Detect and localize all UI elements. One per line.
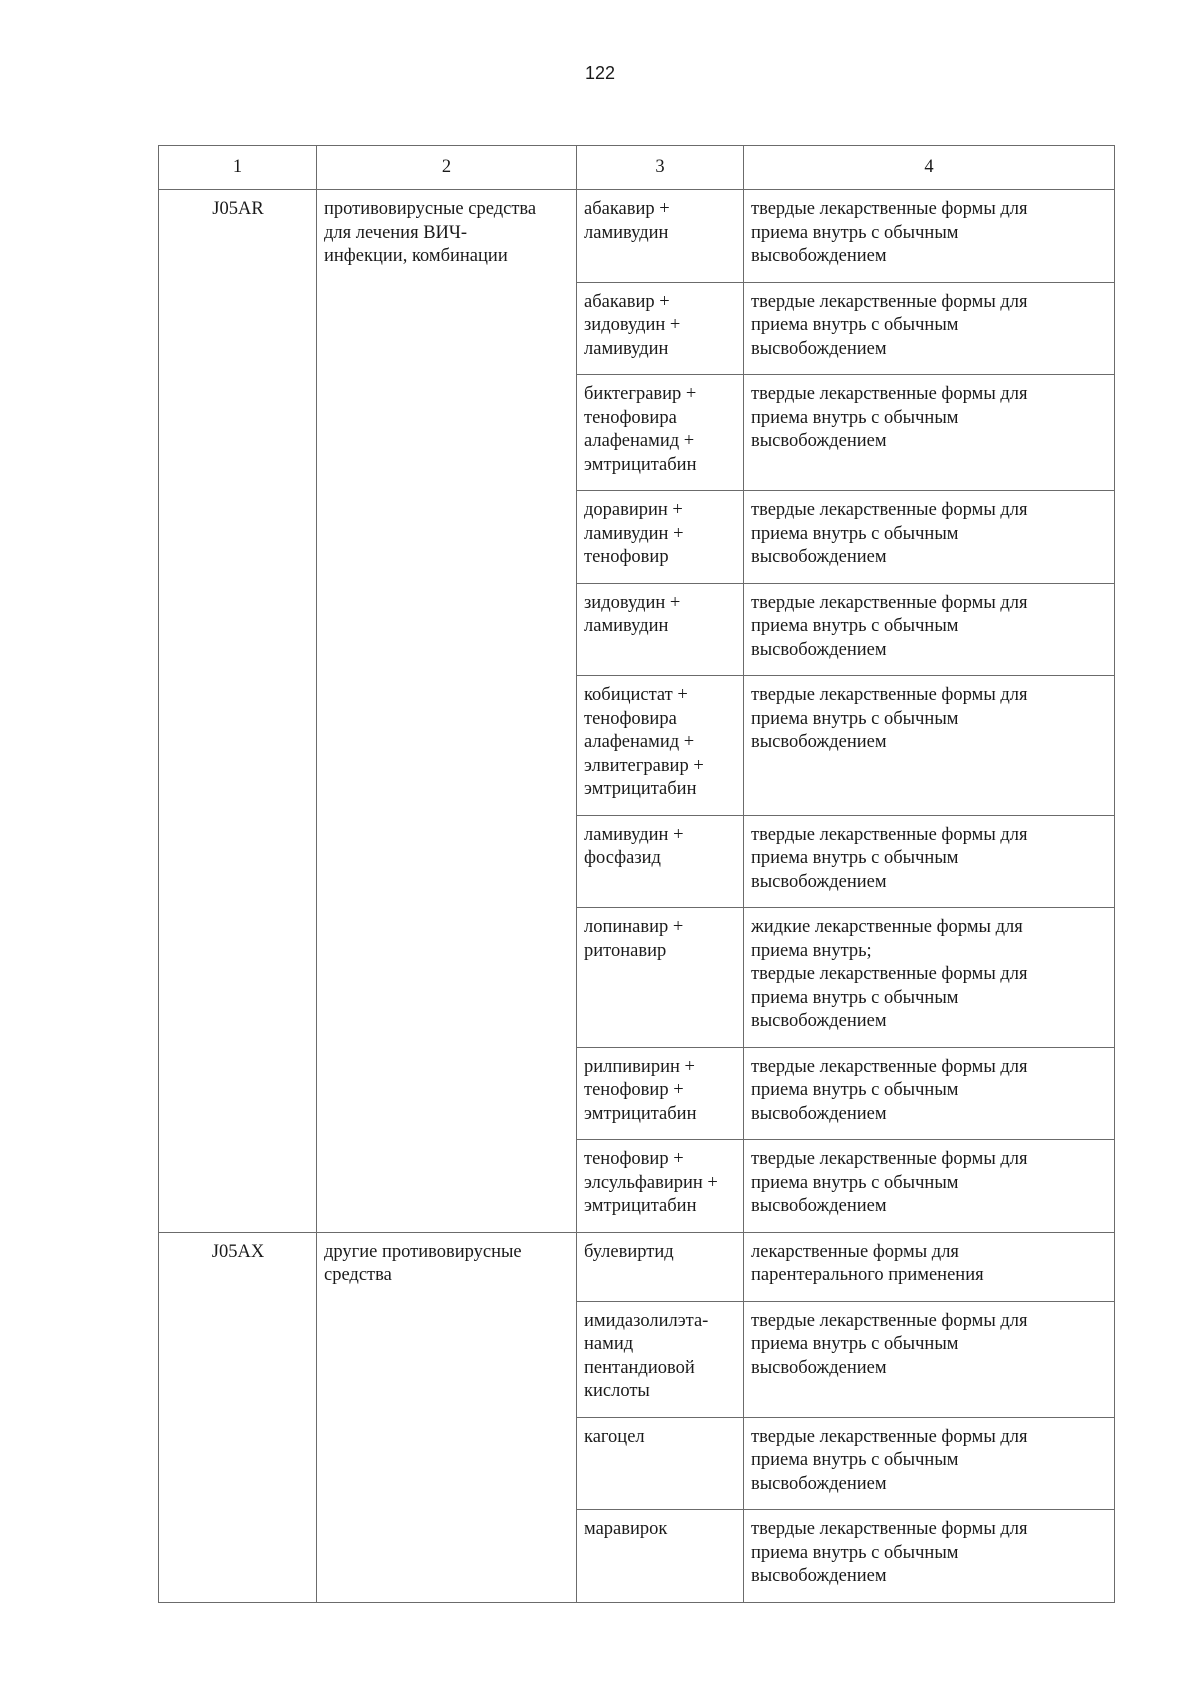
- page-number: 122: [584, 63, 616, 83]
- dosage-form-line: высвобождением: [751, 871, 887, 892]
- dosage-form-line: высвобождением: [751, 1357, 887, 1378]
- dosage-form-cell: [744, 1510, 1115, 1603]
- dosage-form-line: твердые лекарственные формы для: [751, 964, 1028, 984]
- group-name-line: другие противовирусные: [324, 1241, 522, 1262]
- substance-line: доравирин +: [584, 500, 683, 520]
- substance-cell: [577, 583, 744, 676]
- dosage-form-line: твердые лекарственные формы для: [751, 384, 1028, 404]
- dosage-form-line: твердые лекарственные формы для: [751, 1056, 1028, 1077]
- dosage-form-line: жидкие лекарственные формы для: [751, 917, 1023, 937]
- dosage-form-cell: [744, 190, 1115, 283]
- substance-line: рилпивирин +: [584, 1056, 695, 1077]
- table-header-row: [159, 146, 1115, 190]
- substance-line: ритонавир: [584, 940, 667, 961]
- dosage-form-cell: [744, 1301, 1115, 1417]
- dosage-form-cell: [744, 583, 1115, 676]
- dosage-form-cell: [744, 282, 1115, 375]
- dosage-form-cell: [744, 815, 1115, 908]
- substance-cell: [577, 1047, 744, 1140]
- drug-table: [158, 145, 1115, 1603]
- dosage-form-line: твердые лекарственные формы для: [751, 291, 1028, 312]
- substance-line: тенофовир +: [584, 1080, 684, 1100]
- substance-cell: [577, 1140, 744, 1233]
- substance-line: ламивудин: [584, 616, 669, 636]
- dosage-form-line: твердые лекарственные формы для: [751, 1519, 1028, 1539]
- substance-line: алафенамид +: [584, 431, 695, 451]
- dosage-form-line: приема внутрь с обычным: [751, 708, 959, 729]
- dosage-form-line: высвобождением: [751, 547, 887, 567]
- group-name-line: средства: [324, 1265, 392, 1285]
- dosage-form-line: высвобождением: [751, 1196, 887, 1216]
- dosage-form-cell: [744, 908, 1115, 1048]
- dosage-form-line: приема внутрь с обычным: [751, 222, 959, 243]
- substance-cell: [577, 815, 744, 908]
- substance-line: эмтрицитабин: [584, 1196, 697, 1216]
- substance-line: ламивудин: [584, 222, 669, 243]
- substance-line: булевиртид: [584, 1241, 674, 1262]
- dosage-form-line: твердые лекарственные формы для: [751, 1310, 1028, 1331]
- substance-cell: [577, 282, 744, 375]
- dosage-form-line: твердые лекарственные формы для: [751, 199, 1028, 219]
- substance-line: зидовудин +: [584, 315, 681, 335]
- atc-code-cell: J05AR: [159, 190, 317, 1233]
- dosage-form-line: приема внутрь с обычным: [751, 1334, 959, 1354]
- group-name-cell: [317, 1232, 577, 1602]
- dosage-form-line: высвобождением: [751, 431, 887, 451]
- dosage-form-line: приема внутрь с обычным: [751, 1080, 959, 1100]
- substance-cell: [577, 1417, 744, 1510]
- substance-line: маравирок: [584, 1519, 668, 1539]
- substance-line: элсульфавирин +: [584, 1172, 718, 1193]
- dosage-form-line: твердые лекарственные формы для: [751, 1426, 1028, 1447]
- dosage-form-line: приема внутрь с обычным: [751, 523, 959, 544]
- substance-line: ламивудин: [584, 338, 669, 359]
- dosage-form-line: высвобождением: [751, 1103, 887, 1124]
- substance-line: элвитегравир +: [584, 755, 704, 776]
- dosage-form-line: высвобождением: [751, 1473, 887, 1494]
- dosage-form-line: высвобождением: [751, 732, 887, 752]
- dosage-form-line: приема внутрь с обычным: [751, 1450, 959, 1470]
- substance-line: тенофовир: [584, 547, 669, 567]
- dosage-form-cell: [744, 491, 1115, 584]
- header-cell-1: 1: [159, 146, 317, 190]
- dosage-form-line: высвобождением: [751, 639, 887, 660]
- substance-cell: [577, 491, 744, 584]
- dosage-form-cell: [744, 1140, 1115, 1233]
- table-row: [159, 1232, 1115, 1301]
- dosage-form-line: лекарственные формы для: [751, 1241, 959, 1262]
- dosage-form-cell: [744, 1417, 1115, 1510]
- dosage-form-line: твердые лекарственные формы для: [751, 1149, 1028, 1169]
- dosage-form-line: приема внутрь с обычным: [751, 987, 959, 1008]
- header-cell-3: 3: [577, 146, 744, 190]
- substance-cell: [577, 908, 744, 1048]
- substance-line: пентандиовой: [584, 1357, 695, 1378]
- dosage-form-cell: [744, 1232, 1115, 1301]
- substance-line: имидазолилэта-: [584, 1310, 709, 1331]
- dosage-form-cell: [744, 676, 1115, 816]
- substance-line: абакавир +: [584, 199, 670, 219]
- substance-line: биктегравир +: [584, 384, 697, 404]
- substance-line: алафенамид +: [584, 732, 695, 752]
- dosage-form-line: высвобождением: [751, 246, 887, 266]
- substance-line: кислоты: [584, 1381, 650, 1401]
- group-name-cell: [317, 190, 577, 1233]
- substance-cell: [577, 190, 744, 283]
- group-name-line: противовирусные средства: [324, 199, 537, 219]
- substance-line: тенофовира: [584, 407, 677, 428]
- substance-line: кобицистат +: [584, 685, 688, 705]
- substance-line: ламивудин +: [584, 824, 684, 845]
- dosage-form-line: приема внутрь с обычным: [751, 1172, 959, 1193]
- dosage-form-cell: [744, 1047, 1115, 1140]
- dosage-form-line: твердые лекарственные формы для: [751, 500, 1028, 520]
- substance-cell: [577, 1232, 744, 1301]
- substance-line: кагоцел: [584, 1426, 645, 1447]
- substance-line: намид: [584, 1334, 634, 1354]
- substance-cell: [577, 375, 744, 491]
- dosage-form-line: приема внутрь;: [751, 940, 872, 961]
- substance-cell: [577, 1301, 744, 1417]
- dosage-form-cell: [744, 375, 1115, 491]
- dosage-form-line: приема внутрь с обычным: [751, 1542, 959, 1563]
- dosage-form-line: твердые лекарственные формы для: [751, 592, 1028, 613]
- substance-line: лопинавир +: [584, 917, 684, 937]
- dosage-form-line: парентерального применения: [751, 1265, 984, 1285]
- dosage-form-line: твердые лекарственные формы для: [751, 824, 1028, 845]
- substance-line: эмтрицитабин: [584, 779, 697, 799]
- group-name-line: для лечения ВИЧ-: [324, 222, 468, 243]
- header-cell-4: 4: [744, 146, 1115, 190]
- table-row: [159, 190, 1115, 283]
- substance-line: фосфазид: [584, 848, 661, 868]
- atc-code-cell: J05AX: [159, 1232, 317, 1602]
- substance-line: эмтрицитабин: [584, 1103, 697, 1124]
- substance-line: тенофовира: [584, 708, 677, 729]
- substance-line: тенофовир +: [584, 1149, 684, 1169]
- substance-line: эмтрицитабин: [584, 454, 697, 475]
- dosage-form-line: приема внутрь с обычным: [751, 848, 959, 868]
- dosage-form-line: высвобождением: [751, 1011, 887, 1031]
- substance-line: зидовудин +: [584, 592, 681, 613]
- dosage-form-line: приема внутрь с обычным: [751, 616, 959, 636]
- dosage-form-line: твердые лекарственные формы для: [751, 685, 1028, 705]
- dosage-form-line: высвобождением: [751, 1566, 887, 1586]
- substance-line: абакавир +: [584, 291, 670, 312]
- dosage-form-line: приема внутрь с обычным: [751, 315, 959, 335]
- dosage-form-line: высвобождением: [751, 338, 887, 359]
- dosage-form-line: приема внутрь с обычным: [751, 407, 959, 428]
- group-name-line: инфекции, комбинации: [324, 246, 508, 266]
- substance-line: ламивудин +: [584, 523, 684, 544]
- substance-cell: [577, 1510, 744, 1603]
- substance-cell: [577, 676, 744, 816]
- header-cell-2: 2: [317, 146, 577, 190]
